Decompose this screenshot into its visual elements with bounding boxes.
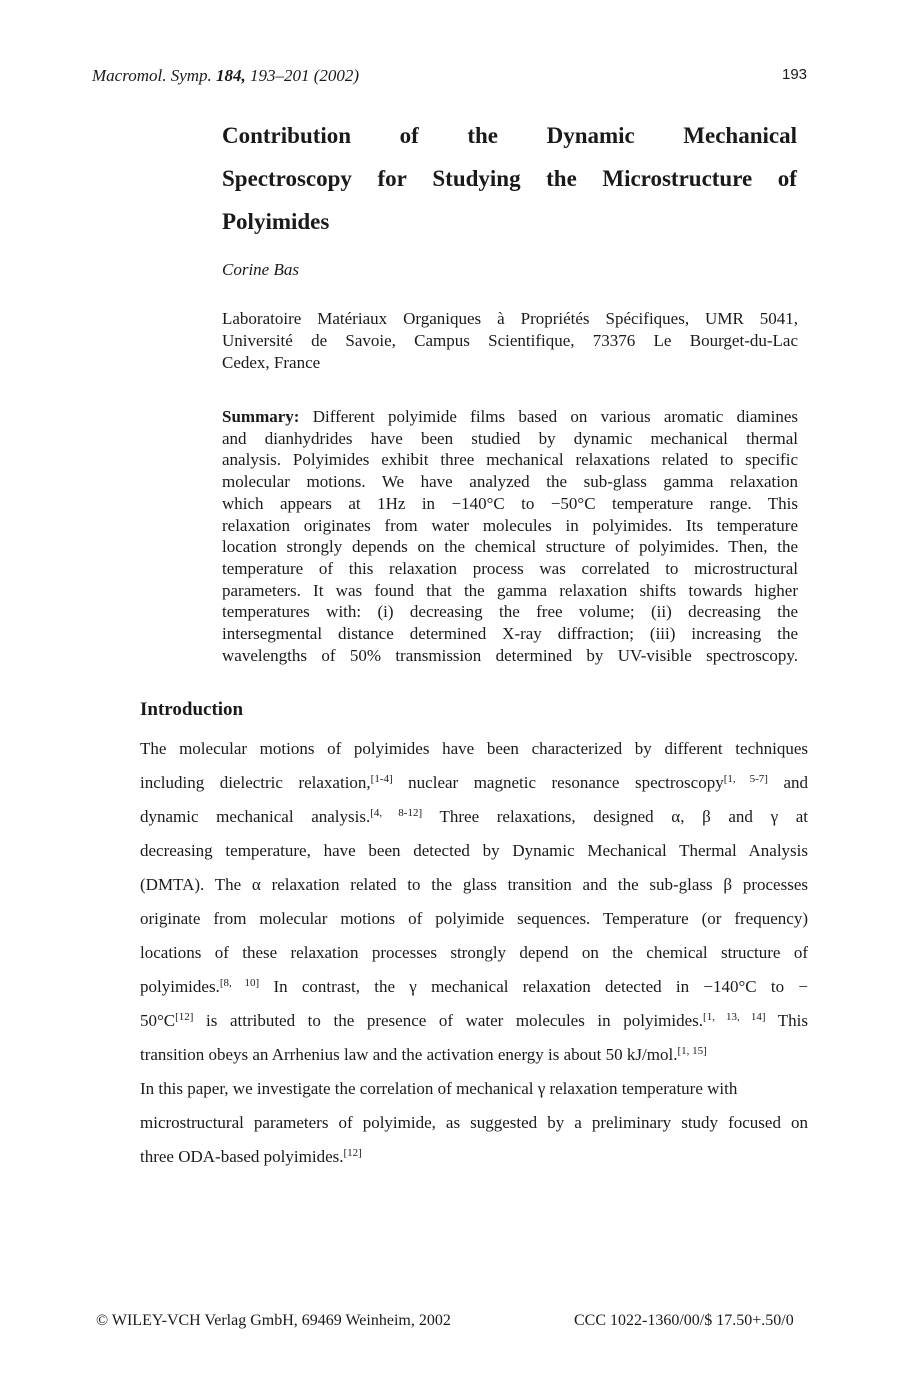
summary-text: relaxation originates from water molecules in polyimides. Its temperature bbox=[222, 515, 798, 535]
title-word: Contribution bbox=[222, 123, 352, 148]
intro-line bbox=[140, 1106, 808, 1140]
citation-ref: [1-4] bbox=[370, 773, 393, 785]
summary-text: molecular motions. We have analyzed the sub-glass gamma relaxation bbox=[222, 472, 798, 492]
summary-text: parameters. It was found that the gamma relaxation shifts towards higher bbox=[222, 580, 798, 600]
title-word: Dynamic bbox=[546, 123, 635, 148]
summary-text: and dianhydrides have been studied by dynamic mechanical thermal bbox=[222, 428, 798, 448]
summary-line bbox=[222, 449, 798, 471]
summary-line bbox=[222, 558, 798, 580]
intro-line bbox=[140, 868, 808, 902]
affiliation-line: Cedex, France bbox=[222, 353, 321, 372]
journal-volume: 184, bbox=[216, 66, 246, 85]
footer-copyright: © WILEY-VCH Verlag GmbH, 69469 Weinheim, 2002 bbox=[96, 1312, 451, 1329]
intro-text: microstructural parameters of polyimide, as suggested by a preliminary study focused on bbox=[140, 1113, 808, 1132]
title-word: Studying bbox=[432, 166, 521, 191]
author-name: Corine Bas bbox=[222, 260, 299, 279]
title-word: Spectroscopy bbox=[222, 166, 352, 191]
intro-line bbox=[140, 970, 808, 1004]
intro-line bbox=[140, 766, 808, 800]
affiliation bbox=[222, 308, 798, 374]
summary-abstract bbox=[222, 406, 798, 666]
summary-line bbox=[222, 580, 798, 602]
summary-label: Summary: bbox=[222, 407, 300, 426]
introduction-body bbox=[140, 732, 808, 1174]
summary-text: intersegmental distance determined X-ray diffraction; (iii) increasing the bbox=[222, 624, 798, 644]
summary-text: which appears at 1Hz in −140°C to −50°C temperature range. This bbox=[222, 493, 798, 513]
intro-text: and bbox=[767, 773, 808, 792]
citation-ref: [8, 10] bbox=[219, 977, 260, 989]
intro-text: locations of these relaxation processes strongly depend on the chemical structure of bbox=[140, 943, 808, 962]
citation-ref: [1, 15] bbox=[677, 1045, 707, 1057]
intro-line bbox=[140, 1140, 808, 1174]
title-word: Polyimides bbox=[222, 209, 330, 234]
summary-line bbox=[222, 601, 798, 623]
intro-line bbox=[140, 902, 808, 936]
paper-title bbox=[222, 114, 797, 243]
summary-text: wavelengths of 50% transmission determined by UV-visible spectroscopy. bbox=[222, 645, 798, 665]
affiliation-line: Laboratoire Matériaux Organiques à Propriétés Spécifiques, UMR 5041, bbox=[222, 309, 798, 328]
title-word: Microstructure bbox=[602, 166, 753, 191]
summary-text: temperature of this relaxation process was correlated to microstructural bbox=[222, 558, 798, 578]
journal-name: Macromol. Symp. bbox=[92, 66, 217, 85]
title-word: of bbox=[777, 166, 797, 191]
summary-line bbox=[222, 493, 798, 515]
intro-text: The molecular motions of polyimides have been characterized by different techniques bbox=[140, 739, 808, 758]
title-word: Mechanical bbox=[683, 123, 797, 148]
summary-line bbox=[222, 428, 798, 450]
journal-pages-year: 193–201 (2002) bbox=[245, 66, 360, 85]
footer-ccc-code: CCC 1022-1360/00/$ 17.50+.50/0 bbox=[574, 1312, 794, 1329]
intro-text: (DMTA). The α relaxation related to the glass transition and the sub-glass β processes bbox=[140, 875, 808, 894]
intro-line bbox=[140, 1004, 808, 1038]
title-word: the bbox=[546, 166, 577, 191]
summary-line bbox=[222, 471, 798, 493]
intro-line bbox=[140, 834, 808, 868]
page-number: 193 bbox=[782, 66, 808, 83]
intro-line bbox=[140, 732, 808, 766]
title-line bbox=[222, 114, 797, 157]
citation-ref: [4, 8-12] bbox=[370, 807, 423, 819]
summary-text: location strongly depends on the chemical structure of polyimides. Then, the bbox=[222, 537, 798, 557]
intro-text: In this paper, we investigate the correlation of mechanical γ relaxation temperature with bbox=[140, 1079, 738, 1098]
intro-text: polyimides. bbox=[140, 977, 220, 996]
title-line bbox=[222, 157, 797, 200]
summary-line bbox=[222, 515, 798, 537]
title-line bbox=[222, 200, 797, 243]
intro-text: decreasing temperature, have been detected by Dynamic Mechanical Thermal Analysis bbox=[140, 841, 808, 860]
intro-line bbox=[140, 1072, 808, 1106]
citation-ref: [12] bbox=[343, 1147, 362, 1159]
summary-line bbox=[222, 536, 798, 558]
intro-text: including dielectric relaxation, bbox=[140, 773, 371, 792]
title-word: for bbox=[377, 166, 407, 191]
intro-text: This bbox=[765, 1011, 809, 1030]
affiliation-line: Université de Savoie, Campus Scientifique, 73376 Le Bourget-du-Lac bbox=[222, 331, 798, 350]
introduction-heading: Introduction bbox=[140, 699, 244, 720]
title-word: the bbox=[467, 123, 499, 148]
summary-text: temperatures with: (i) decreasing the free volume; (ii) decreasing the bbox=[222, 602, 798, 622]
summary-line bbox=[222, 623, 798, 645]
citation-ref: [1, 5-7] bbox=[723, 773, 768, 785]
intro-text: nuclear magnetic resonance spectroscopy bbox=[392, 773, 724, 792]
journal-citation bbox=[92, 66, 359, 86]
summary-line bbox=[222, 406, 798, 428]
title-word: of bbox=[399, 123, 419, 148]
intro-text: dynamic mechanical analysis. bbox=[140, 807, 371, 826]
citation-ref: [12] bbox=[175, 1011, 194, 1023]
intro-text: three ODA-based polyimides. bbox=[140, 1147, 344, 1166]
intro-text: is attributed to the presence of water molecules in polyimides. bbox=[193, 1011, 704, 1030]
intro-line bbox=[140, 936, 808, 970]
intro-text: transition obeys an Arrhenius law and the activation energy is about 50 kJ/mol. bbox=[140, 1045, 678, 1064]
summary-line bbox=[222, 645, 798, 667]
intro-text: 50°C bbox=[140, 1011, 176, 1030]
intro-line bbox=[140, 800, 808, 834]
intro-text: Three relaxations, designed α, β and γ at bbox=[422, 807, 809, 826]
summary-text: Different polyimide films based on various aromatic diamines bbox=[299, 407, 798, 426]
intro-text: In contrast, the γ mechanical relaxation detected in −140°C to − bbox=[259, 977, 808, 996]
citation-ref: [1, 13, 14] bbox=[703, 1011, 766, 1023]
intro-text: originate from molecular motions of polyimide sequences. Temperature (or frequency) bbox=[140, 909, 808, 928]
summary-text: analysis. Polyimides exhibit three mechanical relaxations related to specific bbox=[222, 450, 798, 470]
intro-line bbox=[140, 1038, 808, 1072]
